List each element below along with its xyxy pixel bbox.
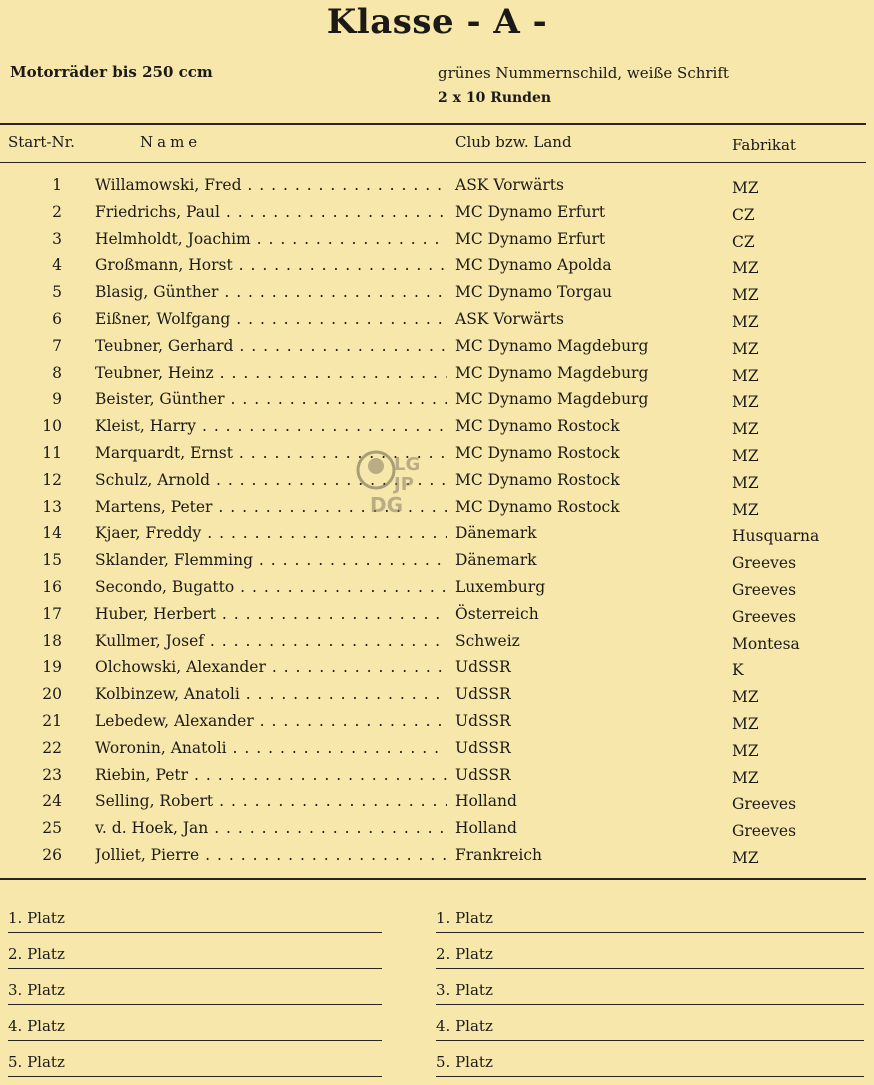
rider-name: Großmann, Horst . . . [95, 256, 447, 274]
place-line [436, 977, 864, 1013]
place-label: 4. Platz [8, 1017, 65, 1035]
rider-name: Huber, Herbert . . . [95, 605, 447, 623]
place-write-line [436, 1004, 864, 1005]
place-line [436, 1049, 864, 1085]
place-line [8, 977, 382, 1013]
start-number: 16 [42, 577, 62, 596]
make-name: Greeves [732, 822, 797, 841]
place-write-line [436, 968, 864, 969]
class-title: Klasse - A - [326, 2, 548, 42]
club-name: MC Dynamo Magdeburg [455, 336, 649, 355]
rider-name: Sklander, Flemming . . . [95, 551, 447, 569]
start-number: 9 [52, 390, 62, 409]
header-start-nr: Start-Nr. [8, 133, 75, 151]
club-name: UdSSR [455, 658, 511, 677]
places-right [436, 905, 864, 1085]
make-name: MZ [732, 741, 759, 760]
club-name: MC Dynamo Erfurt [455, 229, 606, 248]
table-row [0, 468, 874, 495]
make-name: MZ [732, 366, 759, 385]
table-row [0, 843, 874, 870]
make-name: MZ [732, 500, 759, 519]
rider-name: Woronin, Anatoli . . . [95, 739, 447, 757]
place-label: 2. Platz [8, 945, 65, 963]
table-row [0, 361, 874, 388]
make-name: MZ [732, 714, 759, 733]
stamp-logo [350, 440, 430, 520]
make-name: MZ [732, 688, 759, 707]
start-number: 10 [42, 417, 62, 436]
start-number: 17 [42, 604, 62, 623]
club-name: UdSSR [455, 711, 511, 730]
rider-name: Willamowski, Fred . . . [95, 176, 447, 194]
make-name: Greeves [732, 554, 797, 573]
svg-text:LG: LG [394, 454, 421, 475]
header-top-rule [0, 123, 866, 125]
table-row [0, 789, 874, 816]
place-label: 1. Platz [8, 909, 65, 927]
start-number: 7 [52, 336, 62, 355]
place-label: 4. Platz [436, 1017, 493, 1035]
header-make: Fabrikat [732, 136, 796, 154]
start-number: 20 [42, 685, 62, 704]
header-bottom-rule [0, 162, 866, 163]
place-write-line [8, 968, 382, 969]
start-number: 18 [42, 631, 62, 650]
club-name: Frankreich [455, 845, 542, 864]
club-name: MC Dynamo Rostock [455, 470, 620, 489]
start-number: 8 [52, 363, 62, 382]
start-number: 19 [42, 658, 62, 677]
make-name: Greeves [732, 580, 797, 599]
rider-name: Kolbinzew, Anatoli . . . [95, 685, 447, 703]
place-line [436, 905, 864, 941]
table-row [0, 655, 874, 682]
club-name: MC Dynamo Rostock [455, 417, 620, 436]
club-name: UdSSR [455, 765, 511, 784]
entry-list [0, 173, 874, 870]
rider-name: Secondo, Bugatto . . . [95, 578, 447, 596]
table-row [0, 495, 874, 522]
rider-name: Kleist, Harry . . . [95, 417, 447, 435]
make-name: CZ [732, 232, 755, 251]
make-name: Husquarna [732, 527, 820, 546]
rider-name: Schulz, Arnold . . . [95, 471, 447, 489]
make-name: CZ [732, 205, 755, 224]
make-name: MZ [732, 259, 759, 278]
rider-name: Blasig, Günther . . . [95, 283, 447, 301]
club-name: MC Dynamo Magdeburg [455, 390, 649, 409]
header-name: Name [140, 133, 202, 151]
club-name: MC Dynamo Rostock [455, 497, 620, 516]
table-row [0, 602, 874, 629]
club-name: ASK Vorwärts [455, 309, 564, 328]
table-row [0, 575, 874, 602]
table-row [0, 548, 874, 575]
table-row [0, 521, 874, 548]
place-write-line [8, 1040, 382, 1041]
club-name: ASK Vorwärts [455, 176, 564, 194]
start-number: 24 [42, 792, 62, 811]
make-name: Greeves [732, 607, 797, 626]
table-row [0, 280, 874, 307]
table-row [0, 441, 874, 468]
rider-name: Teubner, Gerhard . . . [95, 337, 447, 355]
table-row [0, 387, 874, 414]
club-name: UdSSR [455, 685, 511, 704]
start-number: 15 [42, 551, 62, 570]
place-write-line [8, 932, 382, 933]
make-name: K [732, 661, 744, 680]
rider-name: Riebin, Petr . . . [95, 766, 447, 784]
start-number: 5 [52, 283, 62, 302]
place-label: 2. Platz [436, 945, 493, 963]
start-number: 12 [42, 470, 62, 489]
rider-name: Selling, Robert . . . [95, 792, 447, 810]
table-row [0, 307, 874, 334]
club-name: Dänemark [455, 524, 537, 543]
make-name: MZ [732, 339, 759, 358]
rider-name: Eißner, Wolfgang . . . [95, 310, 447, 328]
table-row [0, 334, 874, 361]
rider-name: Friedrichs, Paul . . . [95, 203, 447, 221]
table-row [0, 200, 874, 227]
club-name: Luxemburg [455, 577, 546, 596]
place-line [8, 905, 382, 941]
place-write-line [436, 1076, 864, 1077]
place-write-line [8, 1076, 382, 1077]
class-description: Motorräder bis 250 ccm [10, 63, 213, 81]
table-row [0, 173, 874, 200]
club-name: Österreich [455, 604, 539, 623]
place-write-line [436, 932, 864, 933]
make-name: Montesa [732, 634, 800, 653]
make-name: MZ [732, 312, 759, 331]
places-left [8, 905, 382, 1085]
place-line [436, 941, 864, 977]
place-label: 5. Platz [436, 1053, 493, 1071]
table-row [0, 816, 874, 843]
start-number: 23 [42, 765, 62, 784]
start-number: 26 [42, 845, 62, 864]
table-row [0, 414, 874, 441]
place-write-line [436, 1040, 864, 1041]
start-number: 2 [52, 202, 62, 221]
rider-name: Jolliet, Pierre . . . [95, 846, 447, 864]
rider-name: v. d. Hoek, Jan . . . [95, 819, 447, 837]
svg-text:DG: DG [370, 493, 404, 517]
place-line [436, 1013, 864, 1049]
place-line [8, 941, 382, 977]
place-line [8, 1049, 382, 1085]
start-number: 13 [42, 497, 62, 516]
rider-name: Olchowski, Alexander . . . [95, 658, 447, 676]
rider-name: Lebedew, Alexander . . . [95, 712, 447, 730]
club-name: Holland [455, 819, 517, 838]
start-number: 22 [42, 738, 62, 757]
make-name: MZ [732, 473, 759, 492]
place-line [8, 1013, 382, 1049]
table-row [0, 253, 874, 280]
svg-text:JP: JP [394, 474, 414, 495]
table-row [0, 227, 874, 254]
rider-name: Martens, Peter . . . [95, 498, 447, 516]
rider-name: Beister, Günther . . . [95, 390, 447, 408]
make-name: MZ [732, 393, 759, 412]
table-row [0, 736, 874, 763]
club-name: Holland [455, 792, 517, 811]
make-name: MZ [732, 768, 759, 787]
table-row [0, 682, 874, 709]
place-label: 5. Platz [8, 1053, 65, 1071]
club-name: MC Dynamo Magdeburg [455, 363, 649, 382]
rider-name: Kullmer, Josef . . . [95, 632, 447, 650]
table-row [0, 763, 874, 790]
place-label: 3. Platz [436, 981, 493, 999]
start-number: 1 [52, 176, 62, 194]
club-name: Dänemark [455, 551, 537, 570]
rider-name: Marquardt, Ernst . . . [95, 444, 447, 462]
place-write-line [8, 1004, 382, 1005]
make-name: MZ [732, 446, 759, 465]
laps-info: 2 x 10 Runden [438, 90, 552, 106]
plate-info: grünes Nummernschild, weiße Schrift [438, 64, 729, 82]
start-number: 21 [42, 711, 62, 730]
make-name: MZ [732, 286, 759, 305]
rider-name: Helmholdt, Joachim . . . [95, 230, 447, 248]
start-number: 25 [42, 819, 62, 838]
start-number: 6 [52, 309, 62, 328]
club-name: MC Dynamo Torgau [455, 283, 613, 302]
start-number: 11 [42, 443, 62, 462]
make-name: MZ [732, 420, 759, 439]
club-name: MC Dynamo Apolda [455, 256, 612, 275]
club-name: Schweiz [455, 631, 520, 650]
club-name: MC Dynamo Rostock [455, 443, 620, 462]
make-name: MZ [732, 848, 759, 867]
rider-name: Kjaer, Freddy . . . [95, 524, 447, 542]
start-number: 14 [42, 524, 62, 543]
club-name: MC Dynamo Erfurt [455, 202, 606, 221]
start-number: 3 [52, 229, 62, 248]
start-number: 4 [52, 256, 62, 275]
table-row [0, 709, 874, 736]
table-row [0, 629, 874, 656]
club-name: UdSSR [455, 738, 511, 757]
place-label: 3. Platz [8, 981, 65, 999]
place-label: 1. Platz [436, 909, 493, 927]
header-club: Club bzw. Land [455, 133, 572, 151]
rider-name: Teubner, Heinz . . . [95, 364, 447, 382]
make-name: MZ [732, 179, 759, 197]
make-name: Greeves [732, 795, 797, 814]
results-top-rule [0, 878, 866, 880]
